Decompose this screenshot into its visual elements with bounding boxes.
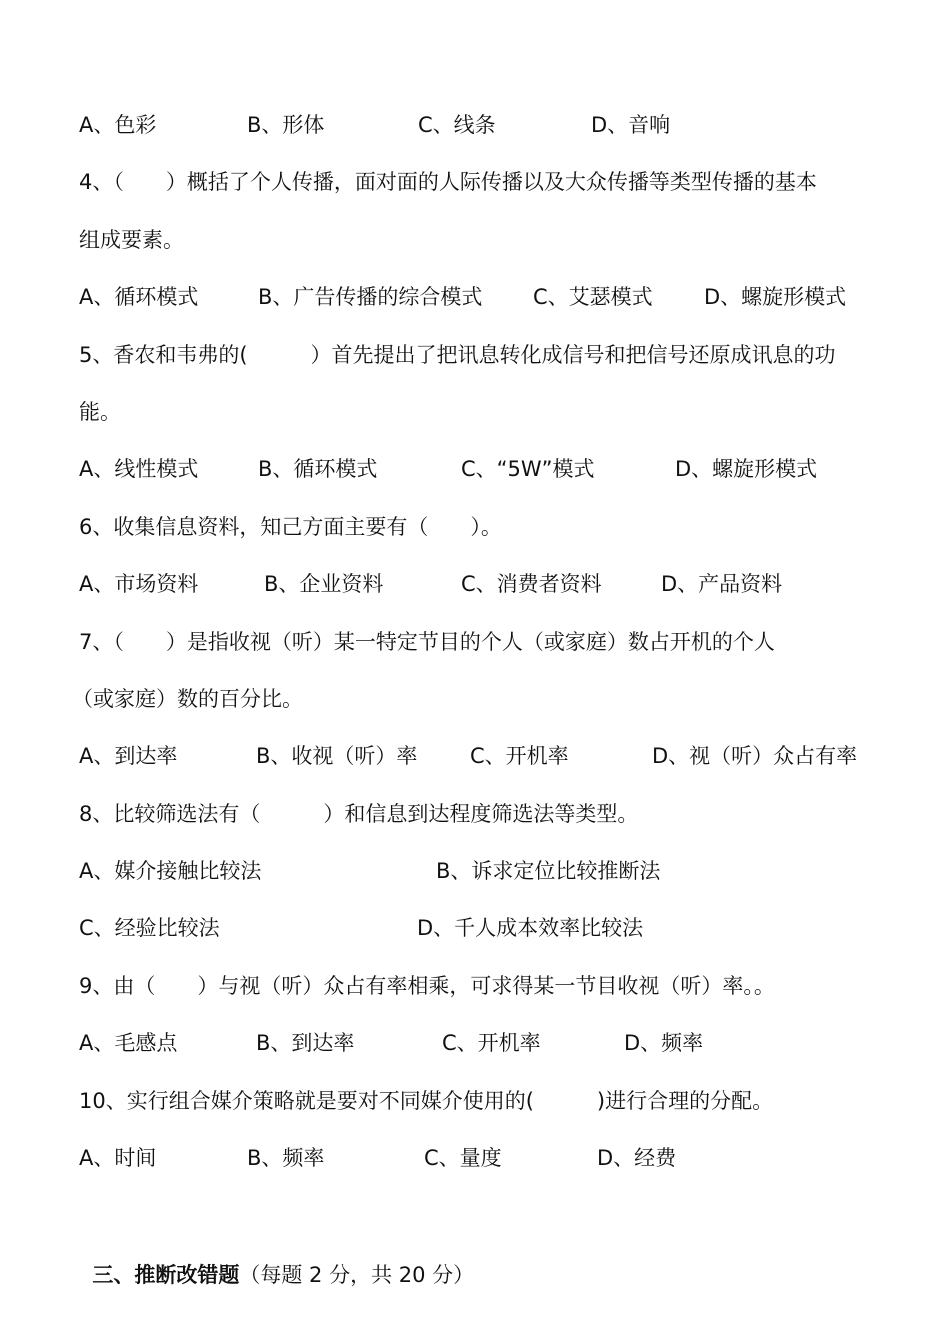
- q4-option-c: C、艾瑟模式: [533, 285, 653, 309]
- q7-option-b: B、收视（听）率: [256, 744, 418, 768]
- q7-option-c: C、开机率: [470, 744, 569, 768]
- q8-option-b: B、诉求定位比较推断法: [436, 859, 661, 883]
- q5-option-a: A、线性模式: [79, 457, 199, 481]
- q9-option-c: C、开机率: [442, 1031, 541, 1055]
- q6-option-c: C、消费者资料: [461, 572, 602, 596]
- q3-option-c: C、线条: [418, 113, 496, 137]
- q10-option-d: D、经费: [597, 1146, 677, 1170]
- q5-stem-line1: 5、香农和韦弗的( ）首先提出了把讯息转化成信号和把信号还原成讯息的功: [79, 343, 836, 367]
- q8-option-a: A、媒介接触比较法: [79, 859, 262, 883]
- q9-stem-line1: 9、由（ ）与视（听）众占有率相乘，可求得某一节目收视（听）率。。: [79, 974, 775, 998]
- q10-option-b: B、频率: [247, 1146, 325, 1170]
- section-heading: [79, 1230, 474, 1290]
- q7-option-d: D、视（听）众占有率: [652, 744, 858, 768]
- q7-stem-line1: 7、（ ）是指收视（听）某一特定节目的个人（或家庭）数占开机的个人: [79, 630, 775, 654]
- q10-stem-line1: 10、实行组合媒介策略就是要对不同媒介使用的( )进行合理的分配。: [79, 1089, 774, 1113]
- q9-option-a: A、毛感点: [79, 1031, 178, 1055]
- q9-option-b: B、到达率: [256, 1031, 355, 1055]
- q10-option-a: A、时间: [79, 1146, 157, 1170]
- q5-option-b: B、循环模式: [258, 457, 378, 481]
- section-title: 三、推断改错题: [92, 1263, 240, 1287]
- q5-option-d: D、螺旋形模式: [675, 457, 818, 481]
- q3-option-a: A、色彩: [79, 113, 157, 137]
- q9-option-d: D、频率: [624, 1031, 704, 1055]
- q8-option-c: C、经验比较法: [79, 916, 220, 940]
- q4-stem-line2: 组成要素。: [79, 228, 184, 252]
- q3-option-d: D、音响: [591, 113, 671, 137]
- q6-option-b: B、企业资料: [264, 572, 384, 596]
- q7-option-a: A、到达率: [79, 744, 178, 768]
- q3-option-b: B、形体: [247, 113, 325, 137]
- q5-option-c: C、“5W”模式: [461, 457, 595, 481]
- section-note: （每题 2 分，共 20 分）: [239, 1263, 475, 1287]
- q4-stem-line1: 4、（ ）概括了个人传播，面对面的人际传播以及大众传播等类型传播的基本: [79, 170, 817, 194]
- q4-option-d: D、螺旋形模式: [704, 285, 847, 309]
- q8-stem-line1: 8、比较筛选法有（ ）和信息到达程度筛选法等类型。: [79, 802, 639, 826]
- q6-option-a: A、市场资料: [79, 572, 199, 596]
- q5-stem-line2: 能。: [79, 400, 121, 424]
- q7-stem-line2: （或家庭）数的百分比。: [72, 687, 303, 711]
- q4-option-b: B、广告传播的综合模式: [258, 285, 483, 309]
- q8-option-d: D、千人成本效率比较法: [417, 916, 644, 940]
- q4-option-a: A、循环模式: [79, 285, 199, 309]
- q6-option-d: D、产品资料: [661, 572, 783, 596]
- q6-stem-line1: 6、收集信息资料，知己方面主要有（ ）。: [79, 515, 502, 539]
- q10-option-c: C、量度: [424, 1146, 502, 1170]
